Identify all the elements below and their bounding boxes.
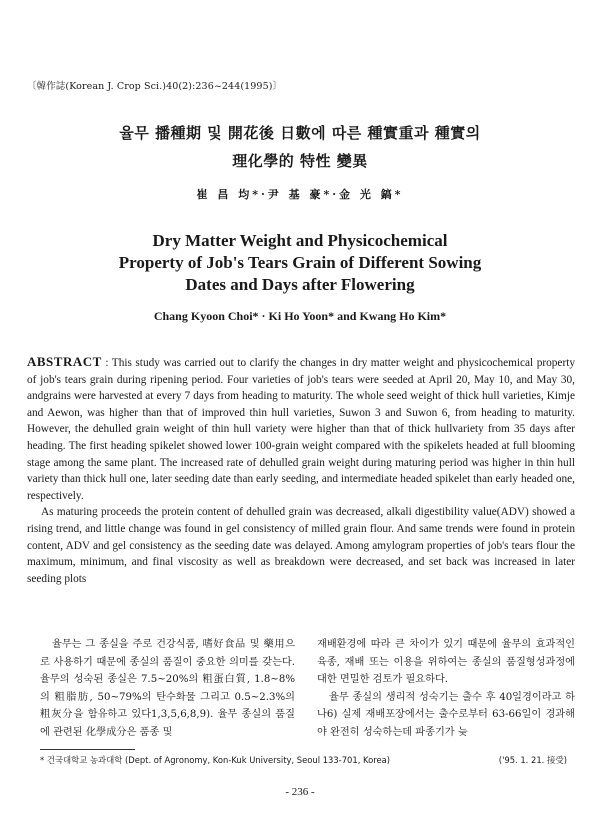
english-authors: Chang Kyoon Choi* · Ki Ho Yoon* and Kwang Ho Kim* bbox=[153, 309, 447, 323]
page-number: - 236 - bbox=[285, 786, 315, 798]
english-title-line-1: Dry Matter Weight and Physicochemical bbox=[152, 231, 448, 250]
body-right-column bbox=[317, 636, 575, 742]
footnote bbox=[40, 754, 580, 766]
abstract-separator: : bbox=[101, 357, 112, 369]
abstract-paragraph-2: As maturing proceeds the protein content of dehulled grain was decreased, alkali digestibility value(ADV) showed a rising trend, and little change was found in gel consistency of milled grain flour. And same trends were found in protein content, ADV and gel consistency as the seeding date was delayed. Among amylogram properties of job's tears flour the maximum, minimum, and final viscosity as well as breakdown were decreased, and set back was increased in later seeding plots bbox=[27, 506, 575, 585]
abstract-paragraph-1 bbox=[27, 354, 575, 504]
korean-title-line-1: 율무 播種期 및 開花後 日數에 따른 種實重과 種實의 bbox=[119, 124, 481, 142]
english-title-line-3: Dates and Days after Flowering bbox=[185, 275, 415, 294]
korean-authors: 崔 昌 均*·尹 基 豪*·金 光 鎬* bbox=[196, 188, 404, 201]
body-paragraph: 재배환경에 따라 큰 차이가 있기 때문에 율무의 효과적인 육종, 재배 또는 이용을 위하여는 종실의 품질형성과정에 대한 면밀한 검토가 필요하다. bbox=[317, 639, 575, 686]
footnote-affiliation: * 건국대학교 농과대학 (Dept. of Agronomy, Kon-Kuk University, Seoul 133-701, Korea) bbox=[40, 755, 391, 765]
body-paragraph: 율무 종실의 생리적 성숙기는 출수 후 40일경이라고 하나6) 실제 재배포장에서는 출수로부터 63-66일이 경과해야 완전히 성숙하는데 파종기가 늦 bbox=[317, 691, 575, 738]
abstract-text-1: This study was carried out to clarify the changes in dry matter weight and physicochemical property of job's tears grain during ripening period. Four varieties of job's tears were seeded at April 20, May 10, and May 30, andgrains were harvested at every 7 days from heading to maturity. The whole seed weight of thick hull varieties, Kimje and Aewon, was higher than that of improved thin hull varieties, Suwon 3 and Suwon 6, from heading to maturity. However, the dehulled grain weight of thin hull variety were higher than that of thick hullvariety from 35 days after heading. The first heading spikelet showed lower 100-grain weight compared with the spikelets headed at full blooming stage among the same plant. The increased rate of dehulled grain weight during maturing period was higher in thin hull variety than thick hull one, later seeding date than early seeding, and intermediate headed spikelet than early headed one, respectively. bbox=[27, 357, 575, 502]
footnote-received-date: ('95. 1. 21. 接受) bbox=[498, 755, 567, 765]
body-paragraph: 율무는 그 종실을 주로 건강식품, 嗜好食品 및 藥用으로 사용하기 때문에 종실의 품질이 중요한 의미를 갖는다. 율무의 성숙된 종실은 7.5~20%의 粗蛋白質, 1.8~8%의 粗脂肪, 50~79%의 탄수화물 그리고 0.5~2.3%의 粗灰分을 함유하고 있다1,3,5,6,8,9). 율무 종실의 품질에 관련된 化學成分은 품종 및 bbox=[40, 639, 295, 738]
body-left-column bbox=[40, 636, 295, 742]
abstract bbox=[27, 354, 575, 587]
journal-reference: 〔韓作誌(Korean J. Crop Sci.)40(2):236~244(1995)〕 bbox=[27, 81, 283, 92]
footnote-divider bbox=[40, 749, 135, 750]
korean-title-line-2: 理化學的 特性 變異 bbox=[232, 152, 368, 170]
english-title-line-2: Property of Job's Tears Grain of Different Sowing bbox=[118, 253, 482, 272]
abstract-heading: ABSTRACT bbox=[27, 354, 102, 369]
